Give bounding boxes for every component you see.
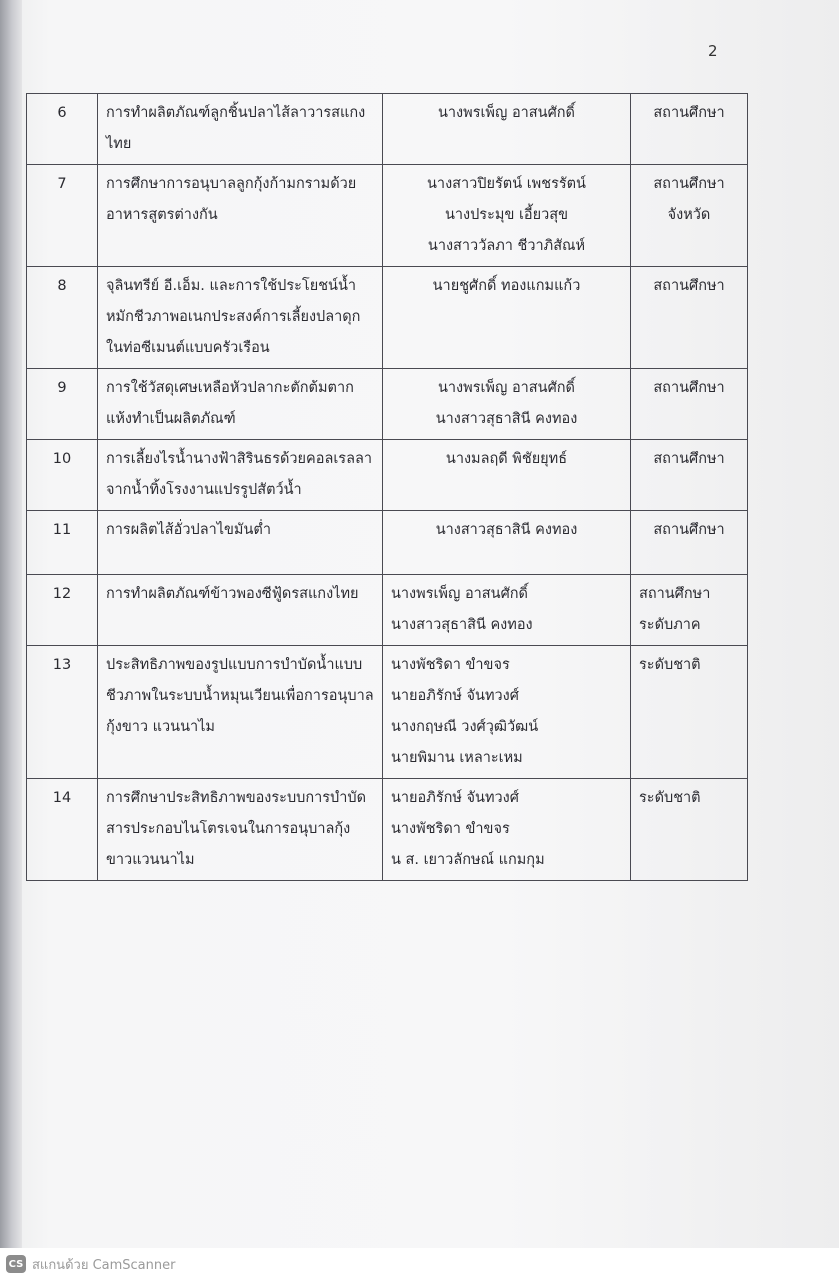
table-body [27,94,748,881]
row-number: 10 [27,440,98,511]
table-row [27,511,748,575]
level-cell [631,440,748,511]
researcher-name: นางพรเพ็ญ อาสนศักดิ์ [438,380,575,396]
researcher-name: นางพรเพ็ญ อาสนศักดิ์ [391,586,528,602]
researcher-name: นางประมุข เอี้ยวสุข [444,207,569,223]
researcher-name: นางสาวปิยรัตน์ เพชรรัตน์ [427,176,586,192]
row-number: 11 [27,511,98,575]
row-number: 12 [27,575,98,646]
researcher-name: นายชูศักดิ์ ทองแกมแก้ว [432,278,581,294]
level-text: สถานศึกษา [653,522,725,538]
level-cell [631,267,748,369]
level-text: สถานศึกษา [653,380,725,396]
level-text: จังหวัด [667,207,711,223]
level-cell [631,369,748,440]
researchers-cell [383,646,631,779]
researcher-name: นางสาวสุธาสินี คงทอง [391,617,533,633]
level-cell [631,646,748,779]
researcher-name: นางพรเพ็ญ อาสนศักดิ์ [438,105,575,121]
researcher-name: นางสาวสุธาสินี คงทอง [435,411,578,427]
researcher-name: นายพิมาน เหลาะเหม [391,750,523,766]
row-number: 8 [27,267,98,369]
level-cell [631,511,748,575]
table-row [27,779,748,881]
project-title: การศึกษาการอนุบาลลูกกุ้งก้ามกรามด้วยอาหารสูตรต่างกัน [98,165,383,267]
row-number: 13 [27,646,98,779]
researcher-name: นางมลฤดี พิชัยยุทธ์ [445,451,568,467]
level-text: ระดับชาติ [639,657,701,673]
researcher-name: นางพัชริดา ขำขจร [391,657,510,673]
project-title: ประสิทธิภาพของรูปแบบการบำบัดน้ำแบบชีวภาพในระบบน้ำหมุนเวียนเพื่อการอนุบาลกุ้งขาว แวนนาไม [98,646,383,779]
researchers-cell [383,94,631,165]
row-number: 6 [27,94,98,165]
researcher-name: นางกฤษณี วงศ์วุฒิวัฒน์ [391,719,539,735]
scanner-footer-text: สแกนด้วย CamScanner [32,1257,176,1273]
table-row [27,575,748,646]
project-title: การผลิตไส้อั่วปลาไขมันต่ำ [98,511,383,575]
level-text: สถานศึกษา [653,176,725,192]
table-row [27,165,748,267]
camscanner-logo-icon: CS [6,1255,26,1273]
table-row [27,369,748,440]
project-title: การใช้วัสดุเศษเหลือหัวปลากะตักต้มตากแห้งทำเป็นผลิตภัณฑ์ [98,369,383,440]
table-row [27,646,748,779]
level-cell [631,575,748,646]
level-text: สถานศึกษา [653,451,725,467]
level-text: สถานศึกษา [639,586,711,602]
project-title: การทำผลิตภัณฑ์ข้าวพองซีฟู้ดรสแกงไทย [98,575,383,646]
researcher-name: นางสาวสุธาสินี คงทอง [435,522,578,538]
project-table [26,93,748,881]
researchers-cell [383,511,631,575]
page-binding-edge [0,0,22,1248]
researcher-name: นายอภิรักษ์ จันทวงศ์ [391,790,519,806]
level-text: ระดับภาค [639,617,701,633]
project-title: การเลี้ยงไรน้ำนางฟ้าสิรินธรด้วยคอลเรลลาจากน้ำทิ้งโรงงานแปรรูปสัตว์น้ำ [98,440,383,511]
page-number: 2 [708,42,718,60]
project-title: การทำผลิตภัณฑ์ลูกชิ้นปลาไส้ลาวารสแกงไทย [98,94,383,165]
row-number: 9 [27,369,98,440]
researchers-cell [383,575,631,646]
researcher-name: นางสาววัลภา ชีวาภิสัณห์ [427,238,586,254]
level-cell [631,94,748,165]
project-title: จุลินทรีย์ อี.เอ็ม. และการใช้ประโยชน์น้ำหมักชีวภาพอเนกประสงค์การเลี้ยงปลาดุกในท่อซีเมนต์แบบครัวเรือน [98,267,383,369]
table-row [27,440,748,511]
level-cell [631,779,748,881]
level-text: ระดับชาติ [639,790,701,806]
level-cell [631,165,748,267]
researcher-name: นายอภิรักษ์ จันทวงศ์ [391,688,519,704]
row-number: 7 [27,165,98,267]
scanner-footer [0,1248,839,1280]
researcher-name: นางพัชริดา ขำขจร [391,821,510,837]
table-row [27,94,748,165]
table-row [27,267,748,369]
level-text: สถานศึกษา [653,278,725,294]
researchers-cell [383,267,631,369]
researcher-name: น ส. เยาวลักษณ์ แกมกุม [391,852,545,868]
researchers-cell [383,779,631,881]
project-title: การศึกษาประสิทธิภาพของระบบการบำบัดสารประกอบไนโตรเจนในการอนุบาลกุ้งขาวแวนนาไม [98,779,383,881]
researchers-cell [383,369,631,440]
level-text: สถานศึกษา [653,105,725,121]
researchers-cell [383,440,631,511]
researchers-cell [383,165,631,267]
row-number: 14 [27,779,98,881]
